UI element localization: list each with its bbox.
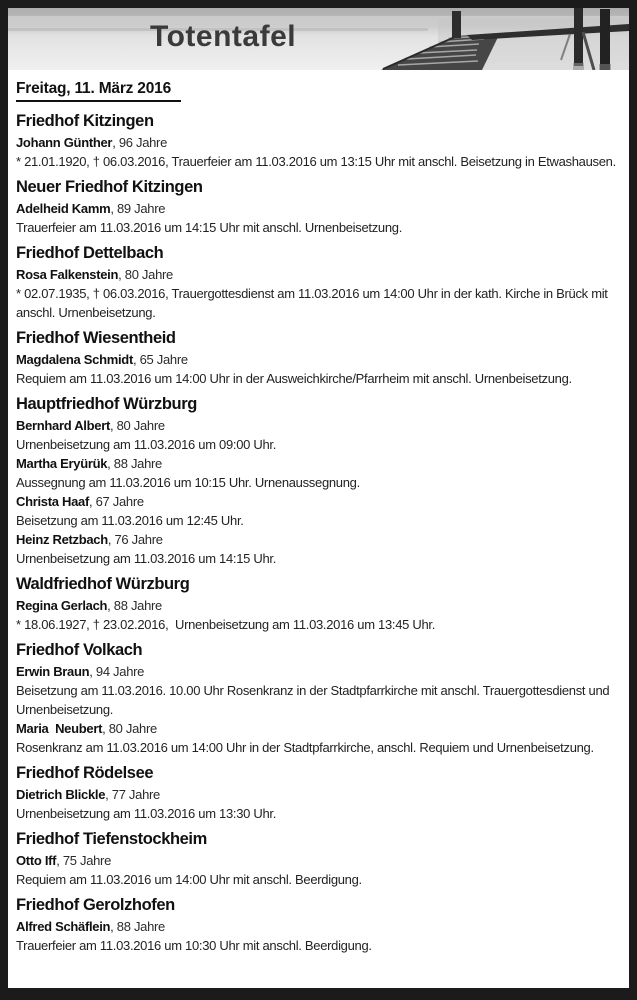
- funeral-entry: [16, 596, 621, 634]
- section-heading: Friedhof Gerolzhofen: [16, 896, 175, 914]
- funeral-section: [16, 329, 621, 388]
- section-heading: Friedhof Rödelsee: [16, 764, 154, 782]
- funeral-entry: [16, 199, 621, 237]
- funeral-section: [16, 395, 621, 568]
- deceased-age: , 88 Jahre: [110, 919, 165, 934]
- deceased-age: , 67 Jahre: [88, 494, 144, 509]
- funeral-entry: [16, 785, 621, 823]
- entry-detail: Urnenbeisetzung am 11.03.2016 um 14:15 Uhr.: [16, 551, 277, 566]
- deceased-name: Johann Günther: [16, 135, 113, 150]
- deceased-age: , 77 Jahre: [105, 787, 160, 802]
- funeral-entry: [16, 851, 621, 889]
- deceased-name: Martha Eryürük: [16, 456, 108, 471]
- deceased-name: Dietrich Blickle: [16, 787, 106, 802]
- deceased-name: Christa Haaf: [16, 494, 89, 509]
- section-heading: Friedhof Volkach: [16, 641, 143, 659]
- section-heading: Neuer Friedhof Kitzingen: [16, 178, 203, 196]
- deceased-name-line: [16, 785, 621, 804]
- funeral-entry: [16, 662, 621, 719]
- deceased-name-line: [16, 662, 621, 681]
- entry-detail: * 21.01.1920, † 06.03.2016, Trauerfeier am 11.03.2016 um 13:15 Uhr mit anschl. Beisetzung in Etwashausen.: [16, 154, 616, 169]
- section-heading: Friedhof Wiesentheid: [16, 329, 176, 347]
- header-photo: [8, 8, 629, 70]
- deceased-name: Rosa Falkenstein: [16, 267, 119, 282]
- deceased-name: Adelheid Kamm: [16, 201, 111, 216]
- entry-detail: Trauerfeier am 11.03.2016 um 10:30 Uhr mit anschl. Beerdigung.: [16, 938, 372, 953]
- entry-detail: * 02.07.1935, † 06.03.2016, Trauergottesdienst am 11.03.2016 um 14:00 Uhr in der kath. Kirche in Brück mit anschl. Urnenbeisetzung.: [16, 286, 611, 320]
- entry-detail: * 18.06.1927, † 23.02.2016, Urnenbeisetzung am 11.03.2016 um 13:45 Uhr.: [16, 617, 436, 632]
- funeral-entry: [16, 265, 621, 322]
- entry-detail: Beisetzung am 11.03.2016. 10.00 Uhr Rosenkranz in der Stadtpfarrkirche mit anschl. Trauergottesdienst und Urnenbeisetzung.: [16, 683, 613, 717]
- deceased-name: Heinz Retzbach: [16, 532, 108, 547]
- funeral-entry: [16, 917, 621, 955]
- deceased-name: Bernhard Albert: [16, 418, 110, 433]
- section-heading: Friedhof Dettelbach: [16, 244, 164, 262]
- entry-detail: Requiem am 11.03.2016 um 14:00 Uhr mit anschl. Beerdigung.: [16, 872, 362, 887]
- deceased-name-line: [16, 199, 621, 218]
- deceased-age: , 80 Jahre: [102, 721, 157, 736]
- deceased-name-line: [16, 530, 621, 549]
- deceased-age: , 65 Jahre: [132, 352, 188, 367]
- deceased-name-line: [16, 454, 621, 473]
- funeral-section: [16, 896, 621, 955]
- deceased-name-line: [16, 492, 621, 511]
- entry-detail: Urnenbeisetzung am 11.03.2016 um 09:00 Uhr.: [16, 437, 277, 452]
- funeral-entry: [16, 719, 621, 757]
- section-heading: Waldfriedhof Würzburg: [16, 575, 190, 593]
- deceased-age: , 75 Jahre: [56, 853, 112, 868]
- deceased-name-line: [16, 265, 621, 284]
- funeral-section: [16, 178, 621, 237]
- section-heading: Friedhof Kitzingen: [16, 112, 154, 130]
- deceased-name: Regina Gerlach: [16, 598, 108, 613]
- funeral-entry: [16, 350, 621, 388]
- funeral-entry: [16, 133, 621, 171]
- section-heading: Friedhof Tiefenstockheim: [16, 830, 207, 848]
- funeral-section: [16, 764, 621, 823]
- funeral-entry: [16, 454, 621, 492]
- entry-detail: Beisetzung am 11.03.2016 um 12:45 Uhr.: [16, 513, 244, 528]
- deceased-age: , 88 Jahre: [107, 456, 162, 471]
- deceased-name-line: [16, 416, 621, 435]
- deceased-age: , 89 Jahre: [110, 201, 166, 216]
- deceased-name: Erwin Braun: [16, 664, 90, 679]
- deceased-name: Otto Iff: [16, 853, 57, 868]
- page-title: Totentafel: [150, 20, 297, 53]
- deceased-name-line: [16, 350, 621, 369]
- funeral-entry: [16, 530, 621, 568]
- entry-detail: Aussegnung am 11.03.2016 um 10:15 Uhr. Urnenaussegnung.: [16, 475, 360, 490]
- funeral-section: [16, 112, 621, 171]
- entry-detail: Requiem am 11.03.2016 um 14:00 Uhr in der Ausweichkirche/Pfarrheim mit anschl. Urnenbeisetzung.: [16, 371, 572, 386]
- deceased-name-line: [16, 133, 621, 152]
- date-heading: Freitag, 11. März 2016: [16, 79, 181, 102]
- funeral-section: [16, 244, 621, 322]
- obituary-list: [8, 70, 629, 955]
- deceased-name-line: [16, 851, 621, 870]
- deceased-age: , 76 Jahre: [107, 532, 163, 547]
- deceased-age: , 80 Jahre: [109, 418, 165, 433]
- funeral-entry: [16, 492, 621, 530]
- deceased-name: Magdalena Schmidt: [16, 352, 133, 367]
- deceased-age: , 96 Jahre: [112, 135, 168, 150]
- entry-detail: Rosenkranz am 11.03.2016 um 14:00 Uhr in der Stadtpfarrkirche, anschl. Requiem und Urnenbeisetzung.: [16, 740, 594, 755]
- entry-detail: Urnenbeisetzung am 11.03.2016 um 13:30 Uhr.: [16, 806, 277, 821]
- jetty-lake-photo-icon: [8, 8, 629, 70]
- funeral-section: [16, 575, 621, 634]
- deceased-age: , 80 Jahre: [118, 267, 173, 282]
- deceased-name-line: [16, 917, 621, 936]
- entry-detail: Trauerfeier am 11.03.2016 um 14:15 Uhr mit anschl. Urnenbeisetzung.: [16, 220, 403, 235]
- section-heading: Hauptfriedhof Würzburg: [16, 395, 197, 413]
- funeral-entry: [16, 416, 621, 454]
- deceased-name: Maria Neubert: [16, 721, 103, 736]
- deceased-name: Alfred Schäflein: [16, 919, 111, 934]
- deceased-name-line: [16, 719, 621, 738]
- funeral-section: [16, 830, 621, 889]
- deceased-name-line: [16, 596, 621, 615]
- funeral-section: [16, 641, 621, 757]
- deceased-age: , 94 Jahre: [89, 664, 145, 679]
- deceased-age: , 88 Jahre: [107, 598, 162, 613]
